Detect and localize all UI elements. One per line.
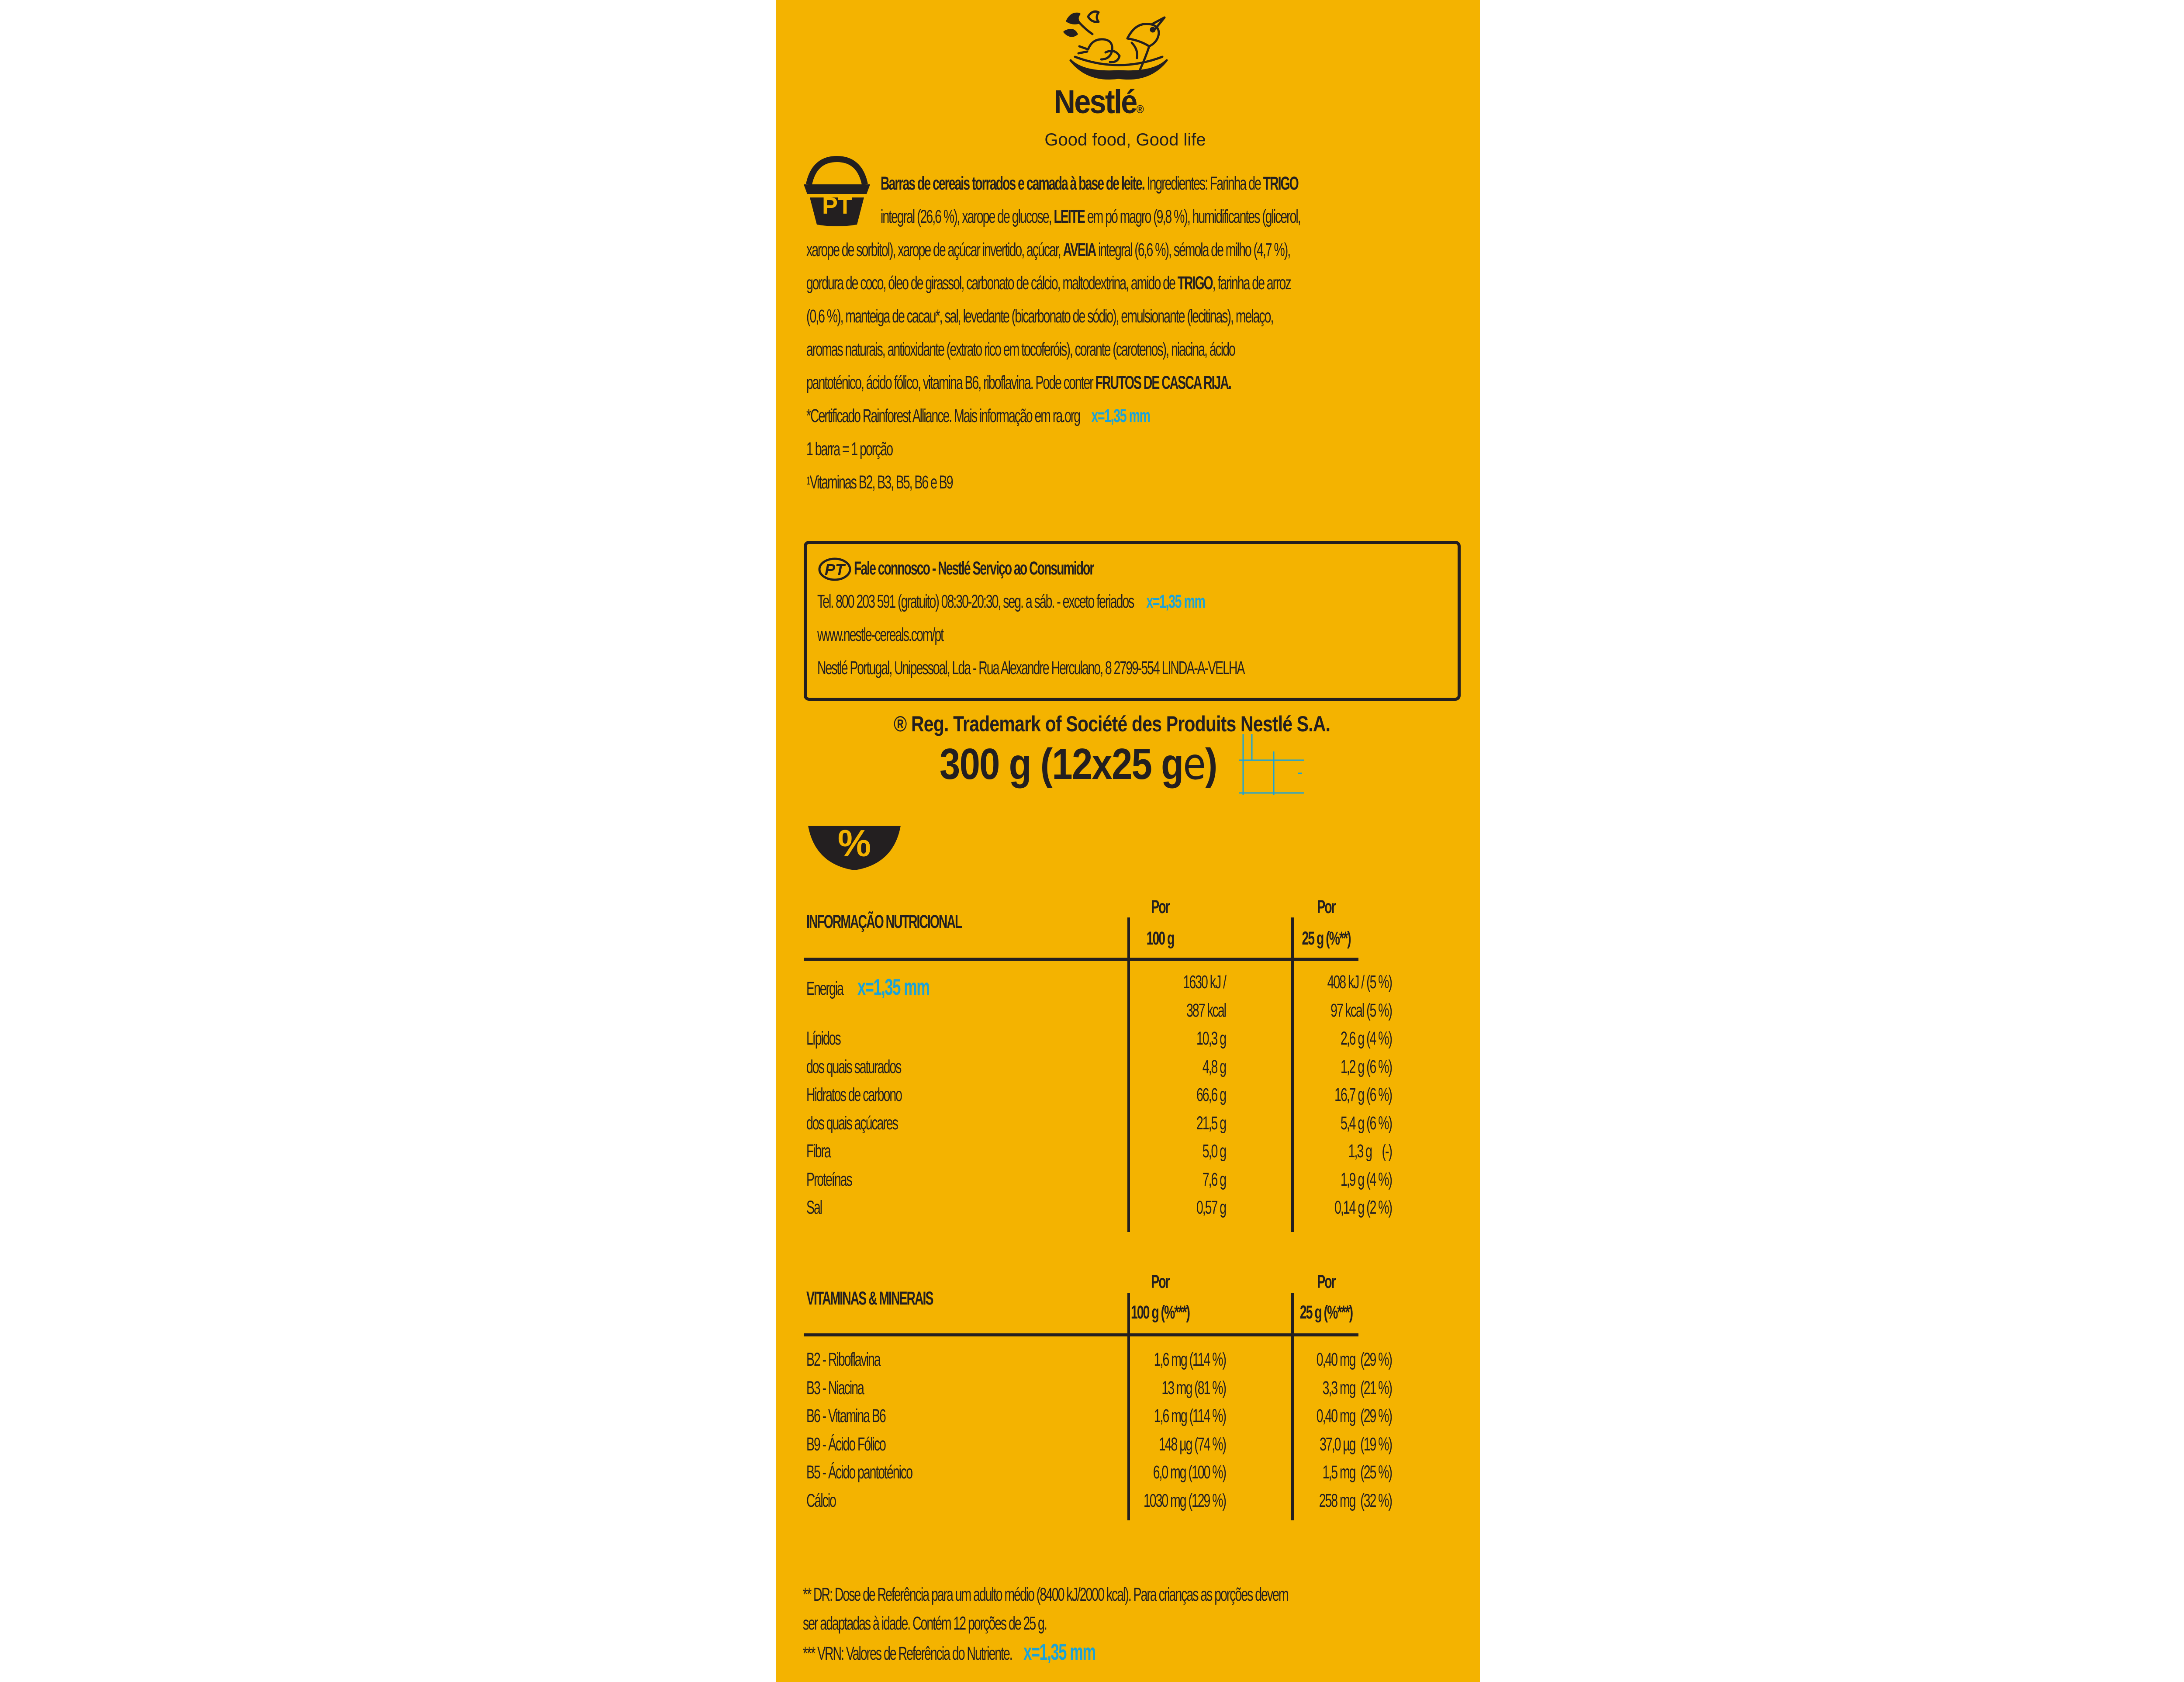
value-per-25g: 37,0 µg (19 %) bbox=[1320, 1433, 1392, 1455]
nutrition-header: INFORMAÇÃO NUTRICIONAL bbox=[806, 911, 962, 932]
nest-logo-icon bbox=[1062, 8, 1175, 87]
value-per-25g: 408 kJ / (5 %) bbox=[1327, 972, 1392, 993]
value-per-100g: 387 kcal bbox=[1186, 1000, 1226, 1021]
value-per-100g: 1030 mg (129 %) bbox=[1143, 1490, 1226, 1511]
net-weight: 300 g (12x25 ge) bbox=[940, 738, 1217, 789]
pt-badge-icon: PT bbox=[817, 557, 852, 581]
trademark-note: ® Reg. Trademark of Société des Produits Nestlé S.A. bbox=[894, 712, 1330, 736]
nutrition-label-panel bbox=[776, 0, 1480, 1682]
vitamins-col2-line1: Por bbox=[1317, 1271, 1335, 1292]
value-per-25g: 97 kcal (5 %) bbox=[1330, 1000, 1392, 1021]
table-row bbox=[776, 1489, 1480, 1518]
tagline: Good food, Good life bbox=[1044, 130, 1206, 149]
nutrition-col1-line1: Por bbox=[1151, 896, 1169, 917]
nestle-wordmark: Nestlé® bbox=[1054, 83, 1143, 121]
value-per-25g: 1,2 g (6 %) bbox=[1340, 1056, 1392, 1077]
row-label: Cálcio bbox=[806, 1490, 836, 1511]
row-label: dos quais açúcares bbox=[806, 1112, 898, 1134]
table-row bbox=[776, 1196, 1480, 1225]
value-per-100g: 21,5 g bbox=[1196, 1112, 1226, 1134]
vitamins-col2-line2: 25 g (%***) bbox=[1299, 1302, 1353, 1323]
value-per-100g: 13 mg (81 %) bbox=[1161, 1377, 1226, 1398]
value-per-100g: 10,3 g bbox=[1196, 1028, 1226, 1049]
ingredients-line: xarope de sorbitol), xarope de açúcar invertido, açúcar, AVEIA integral (6,6 %), sémola de milho (4,7 %), bbox=[806, 239, 1290, 260]
value-per-25g: 1,3 g (-) bbox=[1348, 1141, 1392, 1162]
value-per-25g: 2,6 g (4 %) bbox=[1340, 1028, 1392, 1049]
vitamins-col1-line2: 100 g (%***) bbox=[1131, 1302, 1189, 1323]
nutrition-col2-line2: 25 g (%**) bbox=[1302, 928, 1351, 949]
value-per-25g: 0,14 g (2 %) bbox=[1334, 1197, 1392, 1218]
value-per-100g: 0,57 g bbox=[1196, 1197, 1226, 1218]
row-label: Fibra bbox=[806, 1141, 830, 1162]
ingredients-line: pantoténico, ácido fólico, vitamina B6, riboflavina. Pode conter FRUTOS DE CASCA RIJA. bbox=[806, 372, 1231, 393]
row-label: B3 - Niacina bbox=[806, 1377, 864, 1398]
ingredients-line: Barras de cereais torrados e camada à base de leite. Ingredientes: Farinha de TRIGO bbox=[881, 173, 1298, 194]
vitamins-divider bbox=[804, 1333, 1358, 1336]
percent-bowl-icon: % bbox=[806, 821, 902, 874]
value-per-100g: 1,6 mg (114 %) bbox=[1154, 1405, 1226, 1426]
value-per-100g: 1630 kJ / bbox=[1183, 972, 1226, 993]
value-per-100g: 5,0 g bbox=[1202, 1141, 1226, 1162]
vrn-footnote: *** VRN: Valores de Referência do Nutriente. x=1,35 mm bbox=[803, 1640, 1095, 1665]
value-per-100g: 6,0 mg (100 %) bbox=[1153, 1462, 1226, 1483]
vitamins-header: VITAMINAS & MINERAIS bbox=[806, 1288, 933, 1309]
vitamins-col1-line1: Por bbox=[1151, 1271, 1169, 1292]
basket-pt-icon: PT bbox=[801, 154, 873, 228]
row-label: B2 - Riboflavina bbox=[806, 1349, 880, 1370]
value-per-25g: 1,5 mg (25 %) bbox=[1322, 1462, 1392, 1483]
dr-footnote-line2: ser adaptadas à idade. Contém 12 porções de 25 g. bbox=[803, 1613, 1047, 1634]
contact-title: Fale connosco - Nestlé Serviço ao Consumidor bbox=[854, 558, 1094, 579]
value-per-25g: 0,40 mg (29 %) bbox=[1316, 1405, 1392, 1426]
value-per-100g: 1,6 mg (114 %) bbox=[1154, 1349, 1226, 1370]
row-label: Proteínas bbox=[806, 1169, 852, 1190]
nutrition-col2-line1: Por bbox=[1317, 896, 1335, 917]
ingredients-line: gordura de coco, óleo de girassol, carbonato de cálcio, maltodextrina, amido de TRIGO, farinha de arroz bbox=[806, 273, 1291, 294]
contact-website[interactable]: www.nestle-cereals.com/pt bbox=[817, 624, 943, 645]
dimension-note: x=1,35 mm bbox=[1023, 1640, 1095, 1665]
value-per-25g: 5,4 g (6 %) bbox=[1340, 1112, 1392, 1134]
dimension-note: x=1,35 mm bbox=[1146, 591, 1205, 612]
estimated-e-mark: e bbox=[1183, 738, 1205, 789]
contact-phone: Tel. 800 203 591 (gratuito) 08:30-20:30, seg. a sáb. - exceto feriados x=1,35 mm bbox=[817, 591, 1205, 612]
value-per-100g: 66,6 g bbox=[1196, 1084, 1226, 1105]
value-per-100g: 7,6 g bbox=[1202, 1169, 1226, 1190]
contact-address: Nestlé Portugal, Unipessoal, Lda - Rua Alexandre Herculano, 8 2799-554 LINDA-A-VELHA bbox=[817, 658, 1244, 678]
dimension-note: x=1,35 mm bbox=[857, 975, 930, 1000]
dr-footnote-line1: ** DR: Dose de Referência para um adulto médio (8400 kJ/2000 kcal). Para crianças as porções devem bbox=[803, 1584, 1288, 1605]
nutrition-divider bbox=[804, 958, 1358, 961]
portion-note: 1 barra = 1 porção bbox=[806, 439, 893, 460]
estimated-mark-guide-lines bbox=[1239, 734, 1309, 795]
row-label: B6 - Vitamina B6 bbox=[806, 1405, 885, 1426]
ingredients-line: (0,6 %), manteiga de cacau*, sal, levedante (bicarbonato de sódio), emulsionante (lecitinas), melaço, bbox=[806, 306, 1273, 327]
value-per-100g: 4,8 g bbox=[1202, 1056, 1226, 1077]
value-per-25g: 1,9 g (4 %) bbox=[1340, 1169, 1392, 1190]
value-per-25g: 16,7 g (6 %) bbox=[1334, 1084, 1392, 1105]
value-per-25g: 3,3 mg (21 %) bbox=[1322, 1377, 1392, 1398]
nutrition-col1-line2: 100 g bbox=[1146, 928, 1174, 949]
dimension-note: x=1,35 mm bbox=[1091, 405, 1150, 426]
vitamins-footnote: $^1$Vitaminas B2, B3, B5, B6 e B9 bbox=[806, 472, 953, 493]
ingredients-line: aromas naturais, antioxidante (extrato rico em tocoferóis), corante (carotenos), niacina, ácido bbox=[806, 339, 1235, 360]
nutrition-energy-label: Energia x=1,35 mm bbox=[806, 975, 930, 1000]
row-label: B5 - Ácido pantoténico bbox=[806, 1462, 912, 1483]
row-label: Hidratos de carbono bbox=[806, 1084, 902, 1105]
row-label: dos quais saturados bbox=[806, 1056, 901, 1077]
row-label: Lípidos bbox=[806, 1028, 840, 1049]
certified-note: *Certificado Rainforest Alliance. Mais informação em ra.org x=1,35 mm bbox=[806, 405, 1150, 426]
row-label: Sal bbox=[806, 1197, 822, 1218]
ingredients-line: integral (26,6 %), xarope de glucose, LEITE em pó magro (9,8 %), humidificantes (glicerol, bbox=[881, 206, 1300, 227]
value-per-25g: 258 mg (32 %) bbox=[1319, 1490, 1392, 1511]
value-per-100g: 148 µg (74 %) bbox=[1158, 1433, 1226, 1455]
contact-box bbox=[804, 541, 1461, 701]
value-per-25g: 0,40 mg (29 %) bbox=[1316, 1349, 1392, 1370]
row-label: B9 - Ácido Fólico bbox=[806, 1433, 885, 1455]
